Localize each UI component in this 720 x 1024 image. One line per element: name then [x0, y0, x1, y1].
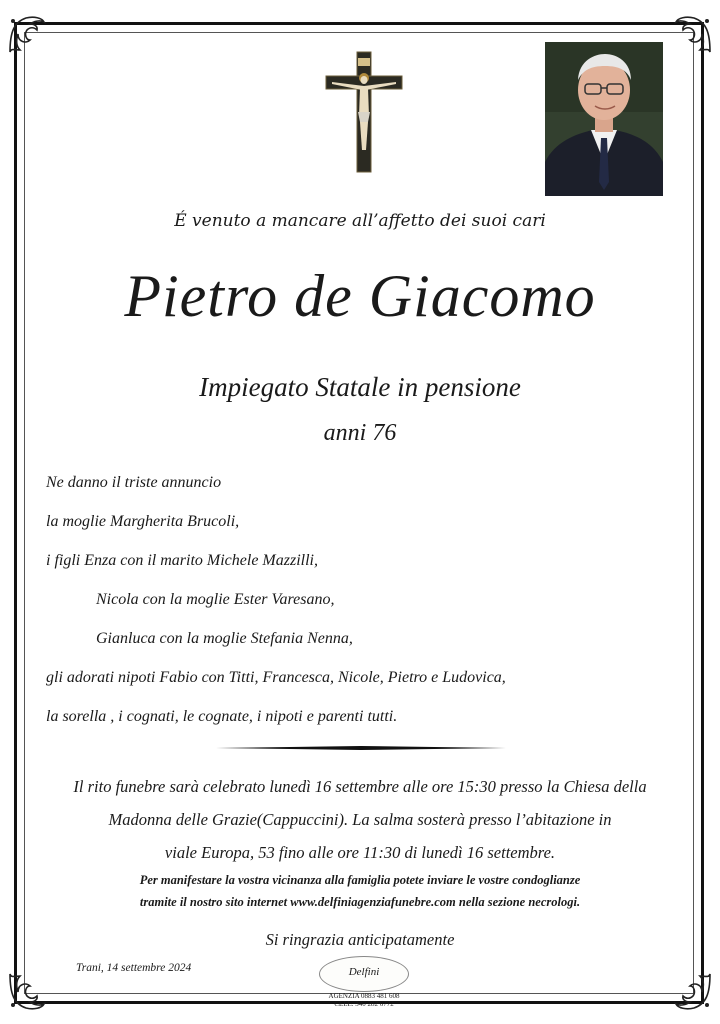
children-line: Nicola con la moglie Ester Varesano, [96, 591, 335, 608]
corner-ornament-icon [672, 970, 716, 1014]
agency-phone: AGENZIA 0883 481 608 [328, 992, 400, 1000]
announcement-line: Ne danno il triste annuncio [46, 474, 222, 491]
crucifix-icon [322, 50, 406, 174]
funeral-details-line: Il rito funebre sarà celebrato lunedì 16 settembre alle ore 15:30 presso la Chiesa della [73, 777, 647, 796]
intro-text: É venuto a mancare all’affetto dei suoi cari [174, 211, 546, 231]
portrait-photo [545, 42, 663, 196]
condolence-notice [20, 869, 700, 913]
grandchildren-line: gli adorati nipoti Fabio con Titti, Francesca, Nicole, Pietro e Ludovica, [46, 669, 506, 686]
condolence-line: Per manifestare la vostra vicinanza alla famiglia potete inviare le vostre condoglianze [139, 873, 581, 887]
age: anni 76 [323, 420, 397, 446]
children-line: i figli Enza con il marito Michele Mazzilli, [46, 552, 318, 569]
family-announcement [46, 470, 686, 743]
corner-ornament-icon [4, 12, 48, 56]
place-date: Trani, 14 settembre 2024 [76, 962, 192, 974]
divider [216, 746, 506, 750]
corner-ornament-icon [4, 970, 48, 1014]
condolence-line: tramite il nostro sito internet www.delfiniagenziafunebre.com nella sezione necrologi. [139, 895, 581, 909]
deceased-name: Pietro de Giacomo [124, 263, 596, 329]
thanks-text: Si ringrazia anticipatamente [265, 930, 455, 949]
cell-phone: CELL. 340 282 6772 [334, 1000, 394, 1008]
corner-ornament-icon [672, 12, 716, 56]
wife-line: la moglie Margherita Brucoli, [46, 513, 240, 530]
funeral-details-line: Madonna delle Grazie(Cappuccini). La salma sosterà presso l’abitazione in [108, 810, 612, 829]
relatives-line: la sorella , i cognati, le cognate, i nipoti e parenti tutti. [46, 708, 398, 725]
agency-logo [318, 956, 410, 1016]
occupation: Impiegato Statale in pensione [199, 372, 521, 402]
funeral-details-line: viale Europa, 53 fino alle ore 11:30 di lunedì 16 settembre. [164, 843, 556, 862]
children-line: Gianluca con la moglie Stefania Nenna, [96, 630, 353, 647]
logo-oval [319, 956, 409, 992]
funeral-details [30, 770, 690, 869]
logo-name: Delfini [348, 966, 380, 978]
